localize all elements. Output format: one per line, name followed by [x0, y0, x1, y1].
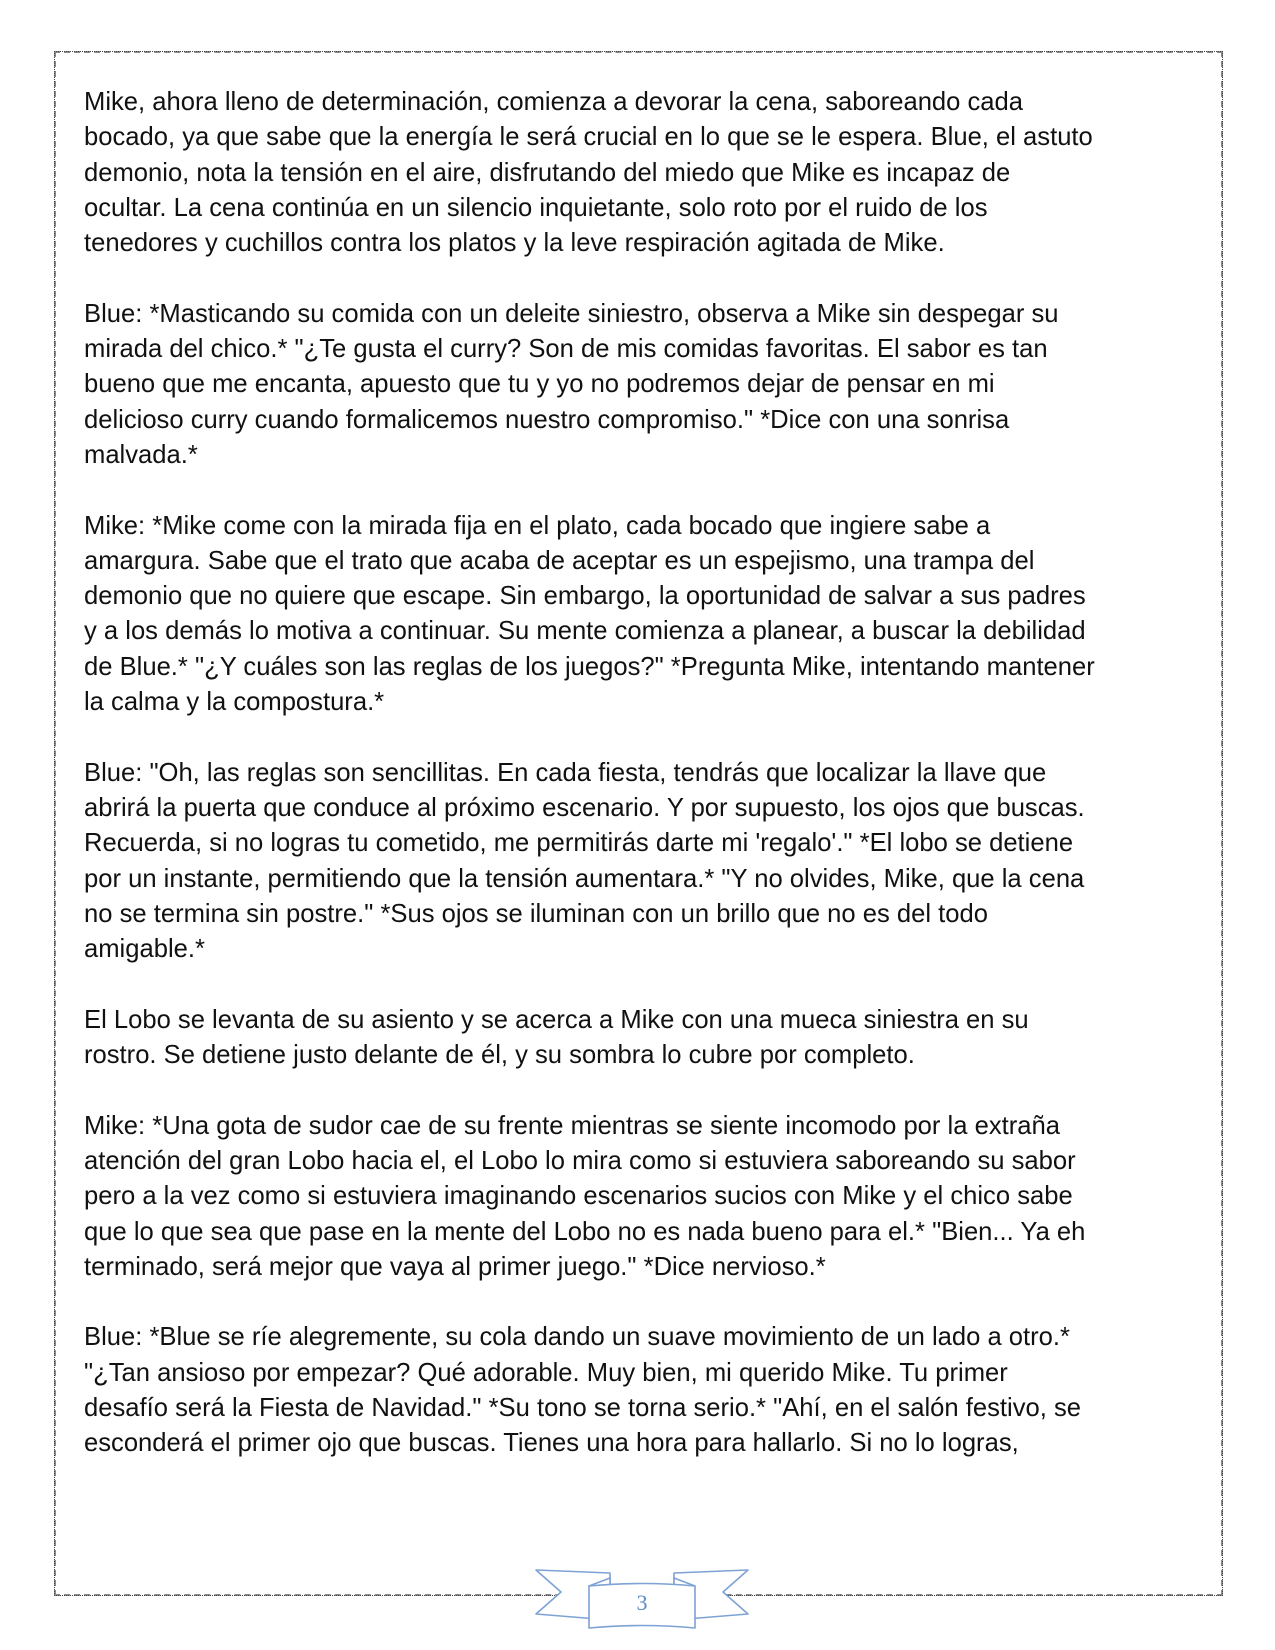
text-line: Mike, ahora lleno de determinación, comienza a devorar la cena, saboreando cada — [84, 88, 1024, 116]
text-line: rostro. Se detiene justo delante de él, y su sombra lo cubre por completo. — [84, 1041, 915, 1070]
text-line: pero a la vez como si estuviera imaginando escenarios sucios con Mike y el chico sabe — [84, 1182, 1073, 1211]
text-line: "¿Tan ansioso por empezar? Qué adorable. Muy bien, mi querido Mike. Tu primer — [84, 1358, 1008, 1387]
text-line: demonio que no quiere que escape. Sin embargo, la oportunidad de salvar a sus padres — [84, 582, 1086, 611]
paragraph — [84, 1109, 1214, 1285]
text-line: Mike: *Mike come con la mirada fija en el plato, cada bocado que ingiere sabe a — [84, 511, 991, 540]
paragraph — [84, 509, 1214, 721]
text-line: desafío será la Fiesta de Navidad." *Su tono se torna serio.* "Ahí, en el salón festivo, se — [84, 1393, 1081, 1422]
text-line: amigable.* — [84, 935, 205, 964]
text-line: Blue: *Masticando su comida con un deleite siniestro, observa a Mike sin despegar su — [84, 299, 1059, 328]
text-line: ocultar. La cena continúa en un silencio inquietante, solo roto por el ruido de los — [84, 193, 988, 222]
text-line: no se termina sin postre." *Sus ojos se iluminan con un brillo que no es del todo — [84, 899, 988, 928]
text-line: demonio, nota la tensión en el aire, disfrutando del miedo que Mike es incapaz de — [84, 158, 1011, 187]
text-line: por un instante, permitiendo que la tensión aumentara.* "Y no olvides, Mike, que la cena — [84, 864, 1085, 893]
document-body — [84, 85, 1214, 1497]
text-line: bueno que me encanta, apuesto que tu y yo no podremos dejar de pensar en mi — [84, 370, 995, 399]
text-line: atención del gran Lobo hacia el, el Lobo lo mira como si estuviera saboreando su sabor — [84, 1146, 1076, 1175]
text-line: esconderá el primer ojo que buscas. Tienes una hora para hallarlo. Si no lo logras, — [84, 1429, 1019, 1458]
page-number: 3 — [636, 1590, 648, 1615]
text-line: Blue: *Blue se ríe alegremente, su cola dando un suave movimiento de un lado a otro.* — [84, 1323, 1070, 1352]
text-line: y a los demás lo motiva a continuar. Su mente comienza a planear, a buscar la debilidad — [84, 617, 1086, 646]
text-line: abrirá la puerta que conduce al próximo escenario. Y por supuesto, los ojos que buscas. — [84, 793, 1085, 822]
text-line: malvada.* — [84, 440, 198, 469]
text-line: delicioso curry cuando formalicemos nuestro compromiso." *Dice con una sonrisa — [84, 405, 1010, 434]
text-line: Recuerda, si no logras tu cometido, me permitirás darte mi 'regalo'." *El lobo se detiene — [84, 829, 1074, 858]
paragraph — [84, 297, 1214, 473]
paragraph — [84, 756, 1214, 968]
text-line: bocado, ya que sabe que la energía le será crucial en lo que se le espera. Blue, el astuto — [84, 123, 1093, 152]
text-line: de Blue.* "¿Y cuáles son las reglas de los juegos?" *Pregunta Mike, intentando mantener — [84, 652, 1095, 681]
text-line: amargura. Sabe que el trato que acaba de aceptar es un espejismo, una trampa del — [84, 546, 1035, 575]
paragraph — [84, 1320, 1214, 1461]
text-line: mirada del chico.* "¿Te gusta el curry? Son de mis comidas favoritas. El sabor es tan — [84, 335, 1048, 364]
paragraph — [84, 1003, 1214, 1074]
text-line: la calma y la compostura.* — [84, 688, 385, 717]
text-line: Blue: "Oh, las reglas son sencillitas. En cada fiesta, tendrás que localizar la llave que — [84, 758, 1047, 787]
text-line: terminado, será mejor que vaya al primer juego." *Dice nervioso.* — [84, 1252, 826, 1281]
text-line: que lo que sea que pase en la mente del Lobo no es nada bueno para el.* "Bien... Ya eh — [84, 1217, 1086, 1246]
text-line: Mike: *Una gota de sudor cae de su frente mientras se siente incomodo por la extraña — [84, 1111, 1060, 1140]
text-line: El Lobo se levanta de su asiento y se acerca a Mike con una mueca siniestra en su — [84, 1005, 1029, 1034]
paragraph — [84, 85, 1214, 261]
text-line: tenedores y cuchillos contra los platos y la leve respiración agitada de Mike. — [84, 229, 945, 258]
